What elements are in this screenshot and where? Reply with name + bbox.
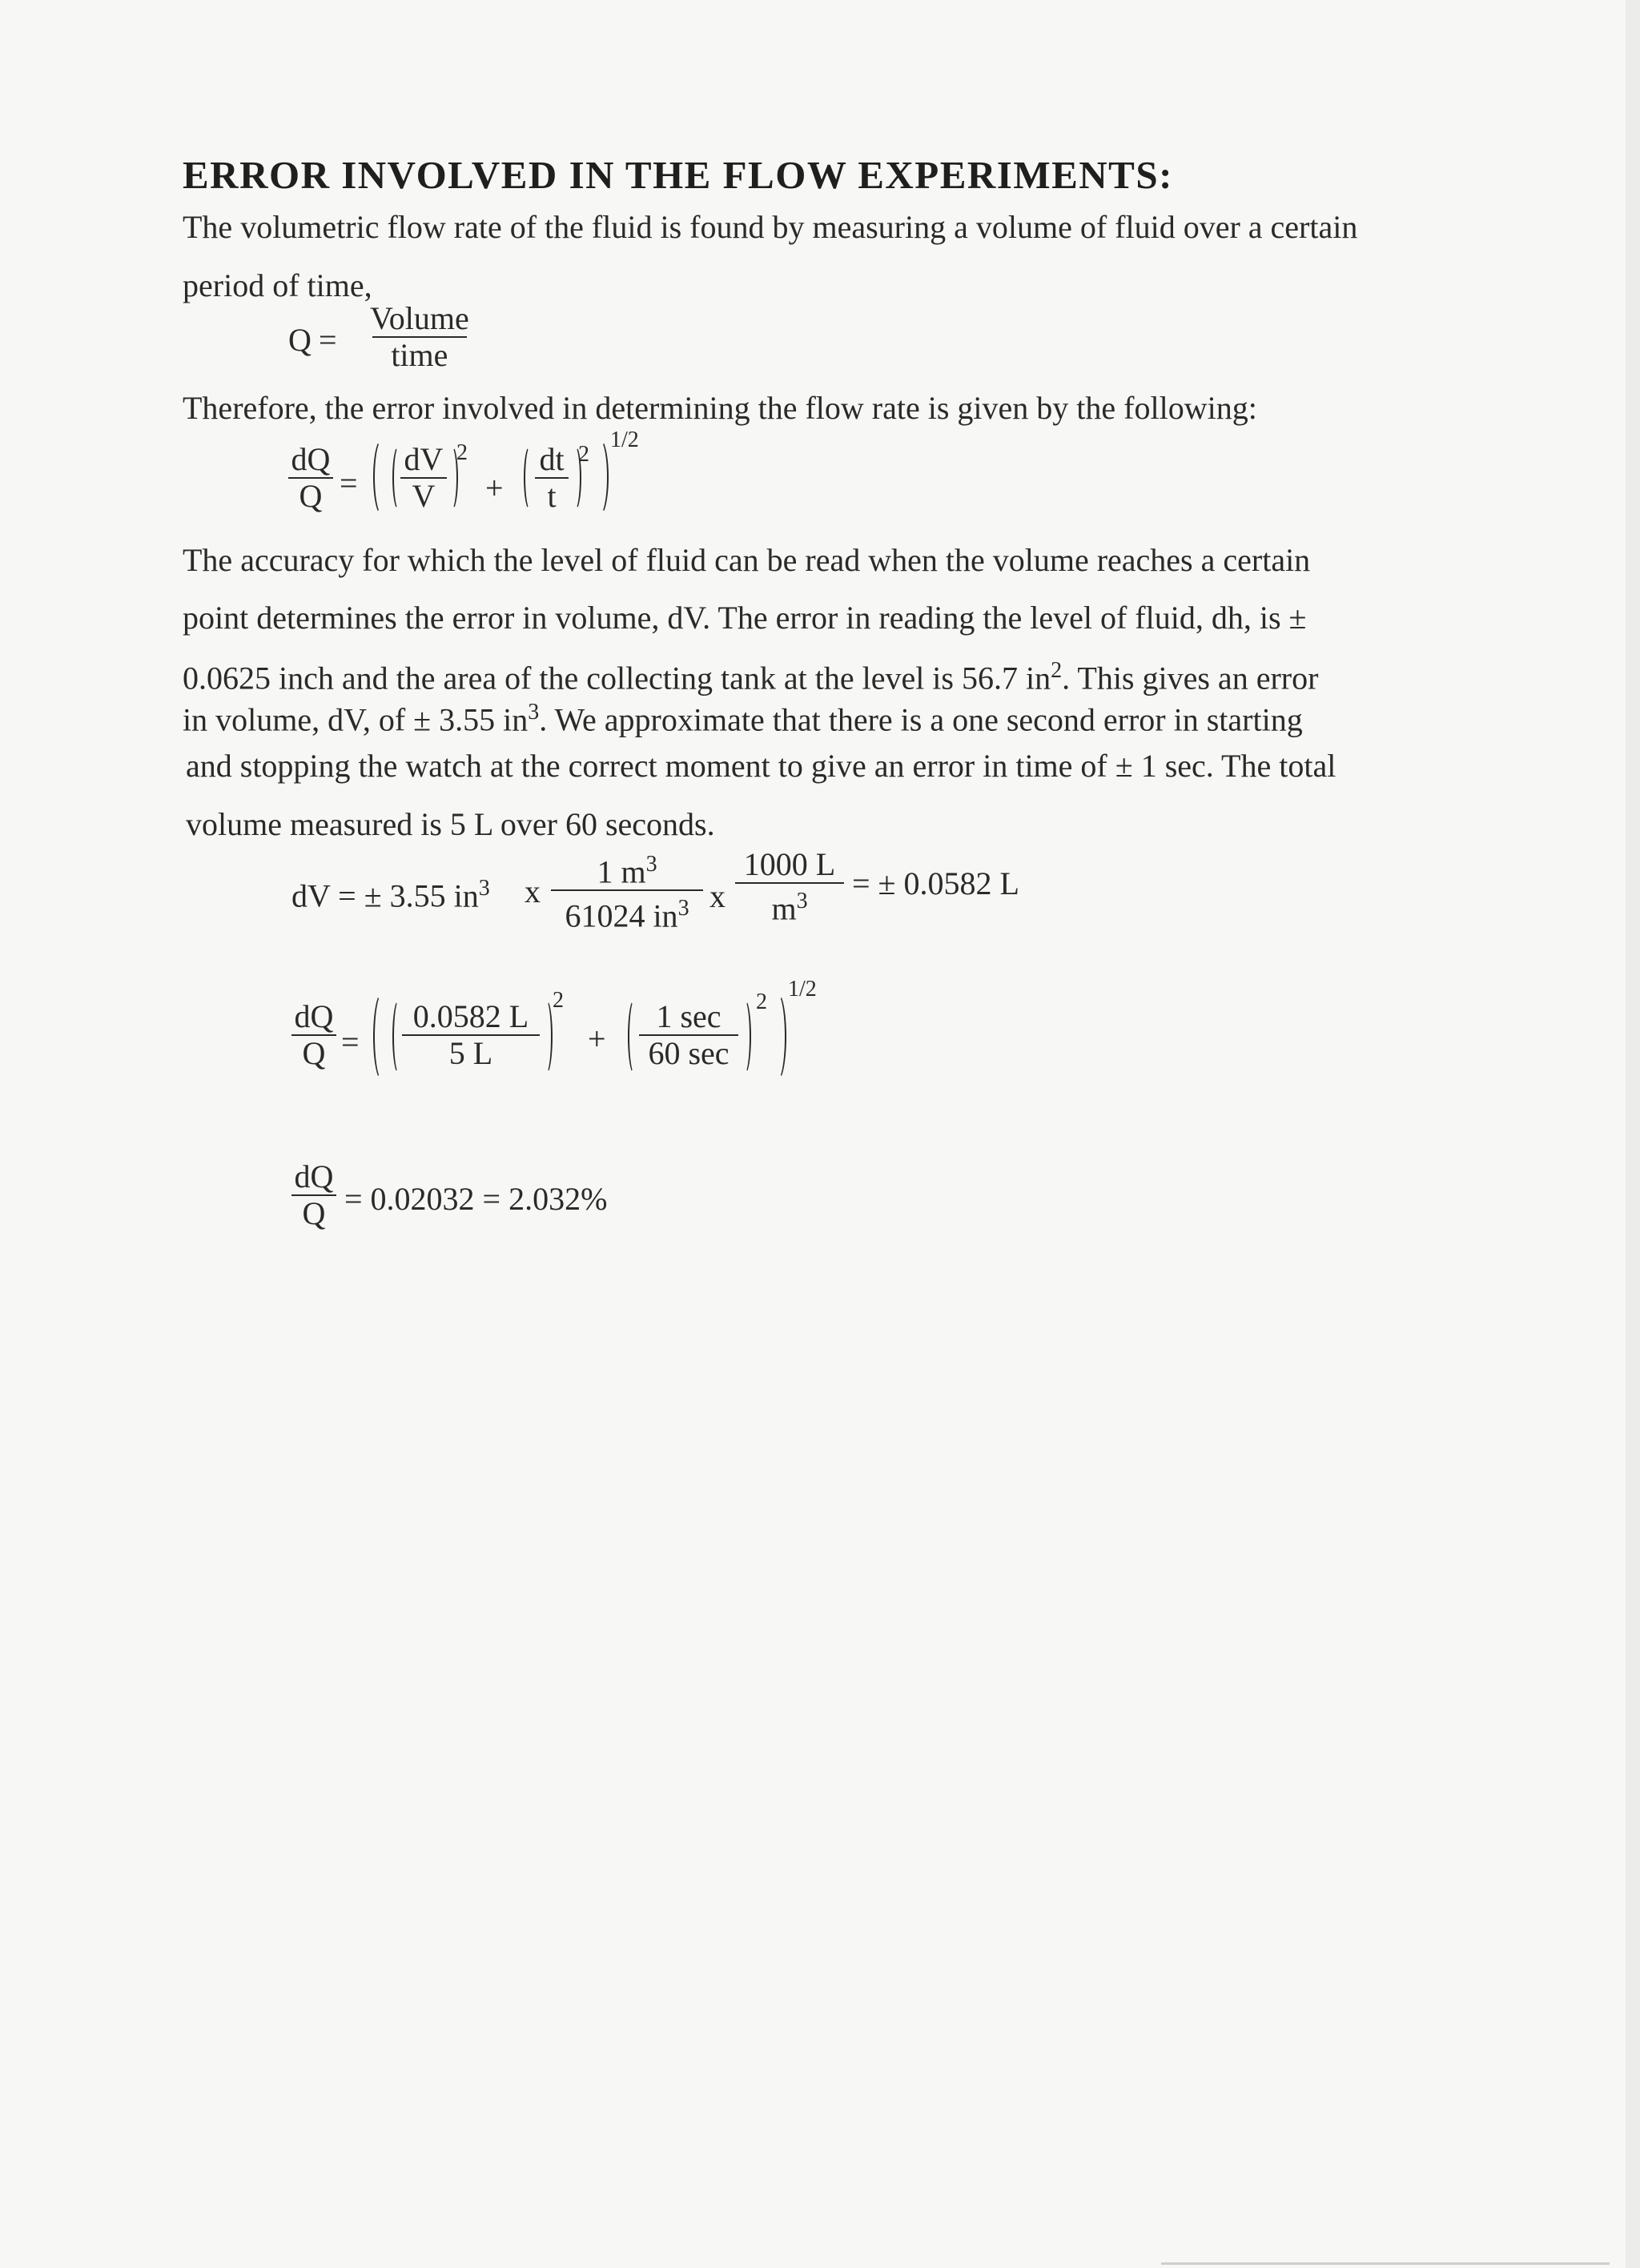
eq3-rhs: = ± 0.0582 L [852, 865, 1019, 901]
eq1-equals: = [319, 322, 337, 358]
eq2-term1-denominator: V [412, 478, 436, 514]
eq3-f1-numerator-text: 1 m [597, 853, 646, 890]
eq2-term1-numerator: dV [404, 441, 444, 477]
para3-line2: point determines the error in volume, dV. The error in reading the level of fluid, dh, is ± [183, 600, 1307, 636]
eq4-lhs-fraction [291, 999, 336, 1071]
page-edge [1626, 0, 1640, 2268]
eq1-fraction [370, 301, 469, 373]
eq3-f1-numerator-superscript: 3 [645, 852, 657, 877]
para3-line5: and stopping the watch at the correct moment to give an error in time of ± 1 sec. The total [186, 748, 1337, 784]
para3-line4-superscript: 3 [528, 700, 540, 725]
eq3-fraction-1 [551, 847, 703, 934]
eq2-plus: + [485, 470, 504, 506]
eq4-lhs-denominator: Q [302, 1035, 326, 1071]
eq4-outer-exponent: 1/2 [788, 977, 817, 1002]
para3-line3-superscript: 2 [1051, 658, 1063, 683]
eq3-f2-denominator-superscript: 3 [796, 889, 808, 913]
outer-left-paren [373, 439, 391, 516]
eq2-term1-fraction [400, 442, 447, 514]
eq2-lhs-numerator: dQ [291, 441, 331, 477]
eq1-denominator: time [391, 337, 448, 373]
para3-line3 [183, 655, 1318, 694]
para1-line1: The volumetric flow rate of the fluid is found by measuring a volume of fluid over a certain [183, 209, 1358, 245]
eq5-lhs-denominator: Q [302, 1195, 326, 1231]
para3-line3-text-a: 0.0625 inch and the area of the collecting tank at the level is 56.7 in [183, 660, 1051, 696]
eq2-outer-exponent: 1/2 [610, 428, 639, 452]
eq4-exponent-1: 2 [553, 988, 564, 1013]
eq3-lhs-superscript: 3 [478, 876, 490, 901]
eq1-numerator: Volume [370, 300, 469, 336]
right-paren [540, 999, 553, 1074]
para3-line4 [183, 696, 1303, 736]
eq2-exponent-1: 2 [456, 440, 468, 465]
para3-line4-text-a: in volume, dV, of ± 3.55 in [183, 701, 529, 738]
outer-right-paren [769, 993, 786, 1081]
eq3-f2-denominator-text: m [771, 890, 797, 927]
eq3-f1-denominator [565, 891, 689, 933]
eq4-term1-numerator: 0.0582 L [412, 998, 529, 1034]
eq3-f1-numerator [597, 847, 657, 889]
eq5-lhs-numerator: dQ [294, 1158, 334, 1194]
eq4-term2-numerator: 1 sec [656, 998, 722, 1034]
eq5-lhs-fraction [291, 1159, 336, 1231]
eq3-multiply-2: x [709, 878, 726, 914]
outer-right-paren [591, 439, 609, 516]
eq2-equals: = [340, 465, 358, 501]
eq4-equals: = [341, 1024, 360, 1060]
para3-line4-text-b: . We approximate that there is a one second error in starting [539, 701, 1303, 738]
eq2-term2-numerator: dt [539, 441, 565, 477]
eq3-f2-numerator: 1000 L [743, 846, 836, 882]
eq2-exponent-2: 2 [578, 442, 589, 467]
para3-line1: The accuracy for which the level of fluid can be read when the volume reaches a certain [183, 542, 1311, 578]
para3-line6: volume measured is 5 L over 60 seconds. [186, 806, 715, 842]
eq4-term1-denominator: 5 L [448, 1035, 493, 1071]
eq4-exponent-2: 2 [756, 989, 767, 1014]
eq4-term2-fraction [639, 999, 738, 1071]
eq3-multiply-1: x [525, 873, 541, 909]
eq3-lhs-text: dV = ± 3.55 in [291, 877, 479, 914]
eq3-fraction-2 [735, 847, 844, 926]
eq1-lhs: Q [288, 322, 312, 358]
right-paren [738, 999, 751, 1074]
eq3-f1-denominator-superscript: 3 [677, 896, 689, 921]
bottom-edge-line [1161, 2262, 1610, 2265]
outer-left-paren [373, 993, 391, 1081]
para3-line3-text-b: . This gives an error [1062, 660, 1319, 696]
eq2-lhs-fraction [288, 442, 333, 514]
eq2-lhs-denominator: Q [299, 478, 323, 514]
eq3-lhs [291, 873, 490, 912]
eq2-term2-fraction [535, 442, 569, 514]
section-heading: ERROR INVOLVED IN THE FLOW EXPERIMENTS: [183, 153, 1173, 197]
eq4-plus: + [588, 1021, 606, 1057]
para2: Therefore, the error involved in determining the flow rate is given by the following: [183, 390, 1257, 426]
eq3-f1-denominator-text: 61024 in [565, 897, 678, 934]
eq4-term2-denominator: 60 sec [648, 1035, 730, 1071]
eq3-f2-denominator [771, 884, 807, 926]
eq4-lhs-numerator: dQ [294, 998, 334, 1034]
eq4-term1-fraction [402, 999, 540, 1071]
para1-line2: period of time, [183, 267, 372, 303]
eq2-term2-denominator: t [547, 478, 557, 514]
eq5-rhs: = 0.02032 = 2.032% [344, 1181, 608, 1217]
